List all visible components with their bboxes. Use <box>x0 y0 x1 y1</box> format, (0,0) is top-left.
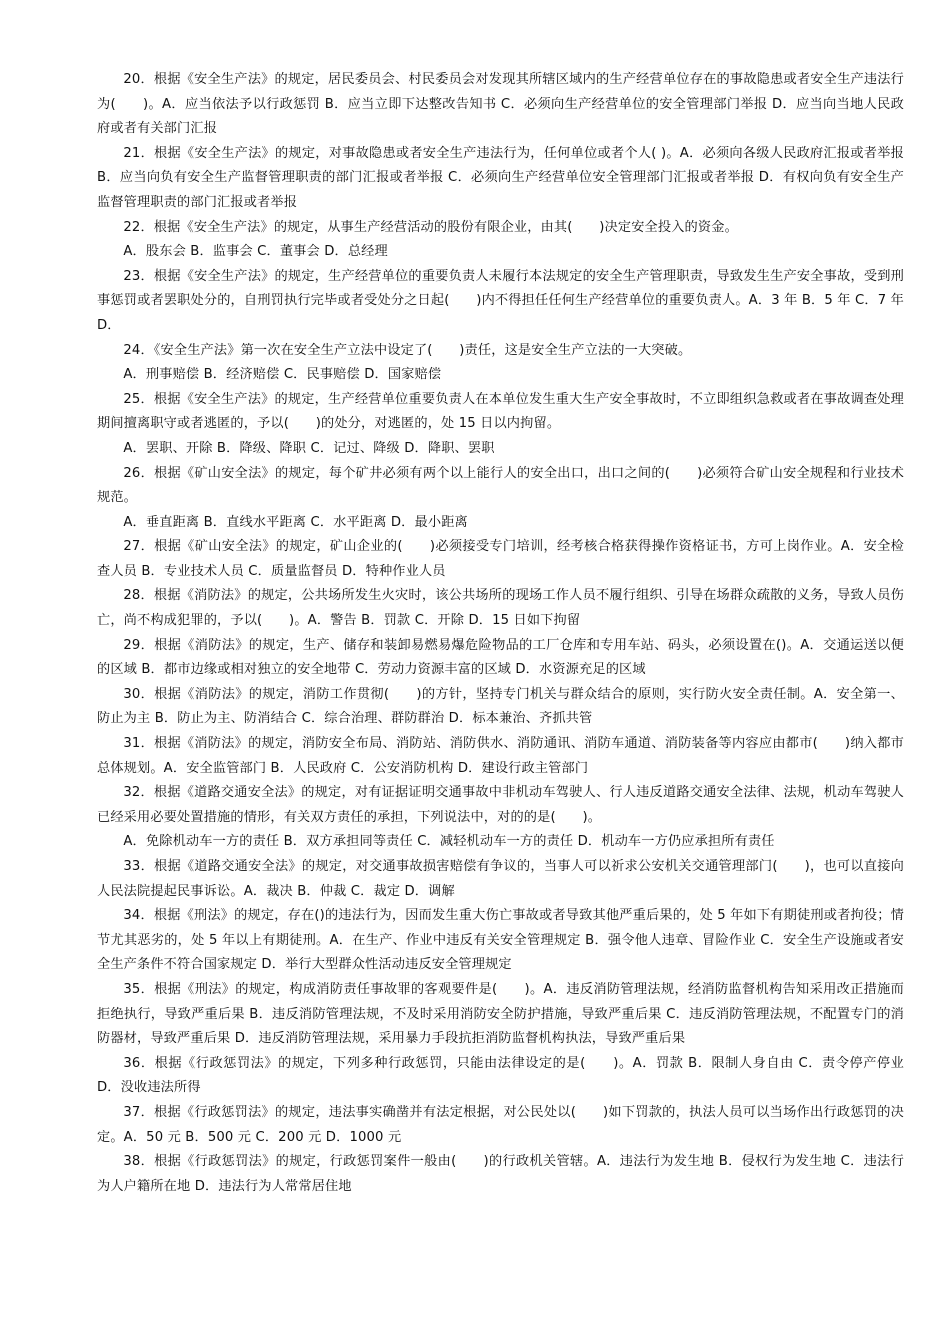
question-22-options: A．股东会 B．监事会 C．董事会 D．总经理 <box>123 244 388 260</box>
question-23: 23．根据《安全生产法》的规定，生产经营单位的重要负责人未履行本法规定的安全生产管理职责，导致发生生产安全事故，受到刑事惩罚或者罢职处分的，自刑罚执行完毕或者受处分之日起( )内不得担任任何生产经营单位的重要负责人。A．3 年 B．5 年 C．7 年 D． <box>97 268 904 333</box>
question-34: 34．根据《刑法》的规定，存在()的违法行为，因而发生重大伤亡事故或者导致其他严重后果的，处 5 年如下有期徒刑或者拘役；情节尤其恶劣的，处 5 年以上有期徒刑。A．在生产、作业中违反有关安全管理规定 B．强令他人违章、冒险作业 C．安全生产设施或者安全生产条件不符合国家规定 D．举行大型群众性活动违反安全管理规定 <box>97 908 904 973</box>
question-33: 33．根据《道路交通安全法》的规定，对交通事故损害赔偿有争议的，当事人可以祈求公安机关交通管理部门( )，也可以直接向人民法院提起民事诉讼。A．裁决 B．仲裁 C．裁定 D．调解 <box>97 859 904 899</box>
question-37: 37．根据《行政惩罚法》的规定，违法事实确凿并有法定根据，对公民处以( )如下罚款的，执法人员可以当场作出行政惩罚的决定。A．50 元 B．500 元 C．200 元 D．1000 元 <box>97 1104 904 1145</box>
question-28: 28．根据《消防法》的规定，公共场所发生火灾时，该公共场所的现场工作人员不履行组织、引导在场群众疏散的义务，导致人员伤亡，尚不构成犯罪的，予以( )。A．警告 B．罚款 C．开除 D．15 日如下拘留 <box>97 588 904 629</box>
question-25: 25．根据《安全生产法》的规定，生产经营单位重要负责人在本单位发生重大生产安全事故时，不立即组织急救或者在事故调查处理期间擅离职守或者逃匿的，予以( )的处分，对逃匿的，处 15 日以内拘留。 <box>97 391 904 432</box>
question-22: 22．根据《安全生产法》的规定，从事生产经营活动的股份有限企业，由其( )决定安全投入的资金。 <box>123 219 738 235</box>
question-20: 20．根据《安全生产法》的规定，居民委员会、村民委员会对发现其所辖区域内的生产经营单位存在的事故隐患或者安全生产违法行为( )。A．应当依法予以行政惩罚 B．应当立即下达整改告知书 C．必须向生产经营单位的安全管理部门举报 D．应当向当地人民政府或者有关部门汇报 <box>97 72 904 137</box>
question-24-options: A．刑事赔偿 B．经济赔偿 C．民事赔偿 D．国家赔偿 <box>123 367 442 383</box>
question-25-options: A．罢职、开除 B．降级、降职 C．记过、降级 D．降职、罢职 <box>123 440 495 456</box>
question-29: 29．根据《消防法》的规定，生产、储存和装卸易燃易爆危险物品的工厂仓库和专用车站、码头，必须设置在()。A．交通运送以便的区域 B．都市边缘或相对独立的安全地带 C．劳动力资源丰富的区域 D．水资源充足的区域 <box>97 637 904 678</box>
question-38: 38．根据《行政惩罚法》的规定，行政惩罚案件一般由( )的行政机关管辖。A．违法行为发生地 B．侵权行为发生地 C．违法行为人户籍所在地 D．违法行为人常常居住地 <box>97 1154 904 1194</box>
question-32-options: A．免除机动车一方的责任 B．双方承担同等责任 C．减轻机动车一方的责任 D．机动车一方仍应承担所有责任 <box>123 834 775 850</box>
question-21: 21．根据《安全生产法》的规定，对事故隐患或者安全生产违法行为，任何单位或者个人( )。A．必须向各级人民政府汇报或者举报 B．应当向负有安全生产监督管理职责的部门汇报或者举报 C．必须向生产经营单位安全管理部门汇报或者举报 D．有权向负有安全生产监督管理职责的部门汇报或者举报 <box>97 145 904 210</box>
question-35: 35．根据《刑法》的规定，构成消防责任事故罪的客观要件是( )。A．违反消防管理法规，经消防监督机构告知采用改正措施而拒绝执行，导致严重后果 B．违反消防管理法规，不及时采用消防安全防护措施，导致严重后果 C．违反消防管理法规，不配置专门的消防器材，导致严重后果 D．违反消防管理法规，采用暴力手段抗拒消防监督机构执法，导致严重后果 <box>97 981 904 1047</box>
question-36: 36．根据《行政惩罚法》的规定，下列多种行政惩罚，只能由法律设定的是( )。A．罚款 B．限制人身自由 C．责令停产停业 D．没收违法所得 <box>97 1055 904 1096</box>
question-32: 32．根据《道路交通安全法》的规定，对有证据证明交通事故中非机动车驾驶人、行人违反道路交通安全法律、法规，机动车驾驶人已经采用必要处置措施的情形，有关双方责任的承担，下列说法中，对的的是( )。 <box>97 785 904 825</box>
question-26-options: A．垂直距离 B．直线水平距离 C．水平距离 D．最小距离 <box>123 514 468 530</box>
question-30: 30．根据《消防法》的规定，消防工作贯彻( )的方针，坚持专门机关与群众结合的原则，实行防火安全责任制。A．安全第一、防止为主 B．防止为主、防消结合 C．综合治理、群防群治 D．标本兼治、齐抓共管 <box>97 686 904 727</box>
question-31: 31．根据《消防法》的规定，消防安全布局、消防站、消防供水、消防通讯、消防车通道、消防装备等内容应由都市( )纳入都市总体规划。A．安全监管部门 B．人民政府 C．公安消防机构 D．建设行政主管部门 <box>97 736 904 776</box>
question-26: 26．根据《矿山安全法》的规定，每个矿井必须有两个以上能行人的安全出口，出口之间的( )必须符合矿山安全规程和行业技术规范。 <box>97 465 904 506</box>
question-27: 27．根据《矿山安全法》的规定，矿山企业的( )必须接受专门培训，经考核合格获得操作资格证书，方可上岗作业。A．安全检查人员 B．专业技术人员 C．质量监督员 D．特种作业人员 <box>97 539 904 579</box>
question-24: 24．《安全生产法》第一次在安全生产立法中设定了( )责任，这是安全生产立法的一大突破。 <box>123 342 692 358</box>
